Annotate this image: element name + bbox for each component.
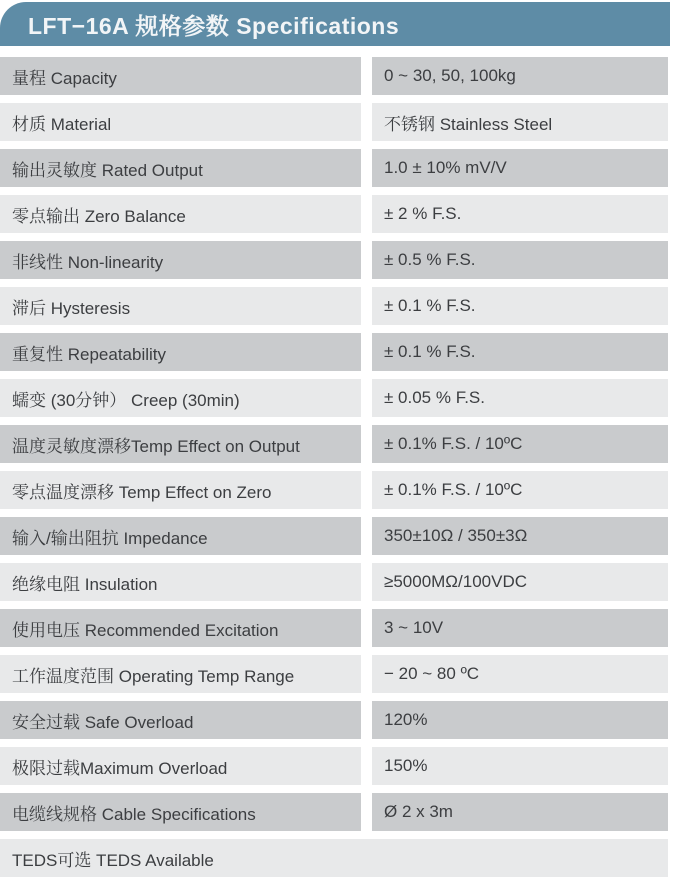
table-row <box>0 333 668 371</box>
spec-value: 0 ~ 30, 50, 100kg <box>372 57 668 95</box>
table-row <box>0 425 668 463</box>
spec-value: Ø 2 x 3m <box>372 793 668 831</box>
table-row <box>0 287 668 325</box>
table-row <box>0 241 668 279</box>
spec-label: 温度灵敏度漂移Temp Effect on Output <box>0 425 361 463</box>
table-row <box>0 701 668 739</box>
spec-label: 材质 Material <box>0 103 361 141</box>
spec-value: − 20 ~ 80 ºC <box>372 655 668 693</box>
spec-label: 蠕变 (30分钟） Creep (30min) <box>0 379 361 417</box>
spec-value: 150% <box>372 747 668 785</box>
spec-value: ± 0.05 % F.S. <box>372 379 668 417</box>
table-header <box>0 2 670 46</box>
spec-label: TEDS可选 TEDS Available <box>0 839 668 877</box>
page-title: LFT−16A 规格参数 Specifications <box>28 12 400 39</box>
spec-value: ± 0.1% F.S. / 10ºC <box>372 425 668 463</box>
table-row <box>0 195 668 233</box>
spec-label: 重复性 Repeatability <box>0 333 361 371</box>
spec-label: 绝缘电阻 Insulation <box>0 563 361 601</box>
spec-value: 3 ~ 10V <box>372 609 668 647</box>
spec-label: 输入/输出阻抗 Impedance <box>0 517 361 555</box>
spec-value: ≥5000MΩ/100VDC <box>372 563 668 601</box>
spec-label: 安全过载 Safe Overload <box>0 701 361 739</box>
spec-table <box>0 57 668 877</box>
spec-label: 滞后 Hysteresis <box>0 287 361 325</box>
table-row <box>0 149 668 187</box>
table-row <box>0 839 668 877</box>
table-row <box>0 471 668 509</box>
spec-label: 非线性 Non-linearity <box>0 241 361 279</box>
spec-label: 量程 Capacity <box>0 57 361 95</box>
table-row <box>0 655 668 693</box>
table-row <box>0 517 668 555</box>
table-row <box>0 793 668 831</box>
spec-label: 电缆线规格 Cable Specifications <box>0 793 361 831</box>
spec-label: 输出灵敏度 Rated Output <box>0 149 361 187</box>
table-row <box>0 747 668 785</box>
spec-value: 1.0 ± 10% mV/V <box>372 149 668 187</box>
spec-value: 120% <box>372 701 668 739</box>
spec-value: ± 0.5 % F.S. <box>372 241 668 279</box>
spec-label: 零点输出 Zero Balance <box>0 195 361 233</box>
spec-label: 工作温度范围 Operating Temp Range <box>0 655 361 693</box>
table-row <box>0 379 668 417</box>
spec-value: 350±10Ω / 350±3Ω <box>372 517 668 555</box>
table-row <box>0 103 668 141</box>
table-row <box>0 57 668 95</box>
spec-label: 极限过载Maximum Overload <box>0 747 361 785</box>
spec-label: 使用电压 Recommended Excitation <box>0 609 361 647</box>
spec-label: 零点温度漂移 Temp Effect on Zero <box>0 471 361 509</box>
table-row <box>0 609 668 647</box>
spec-value: 不锈钢 Stainless Steel <box>372 103 668 141</box>
table-row <box>0 563 668 601</box>
spec-value: ± 0.1 % F.S. <box>372 287 668 325</box>
spec-value: ± 0.1 % F.S. <box>372 333 668 371</box>
spec-value: ± 0.1% F.S. / 10ºC <box>372 471 668 509</box>
spec-value: ± 2 % F.S. <box>372 195 668 233</box>
